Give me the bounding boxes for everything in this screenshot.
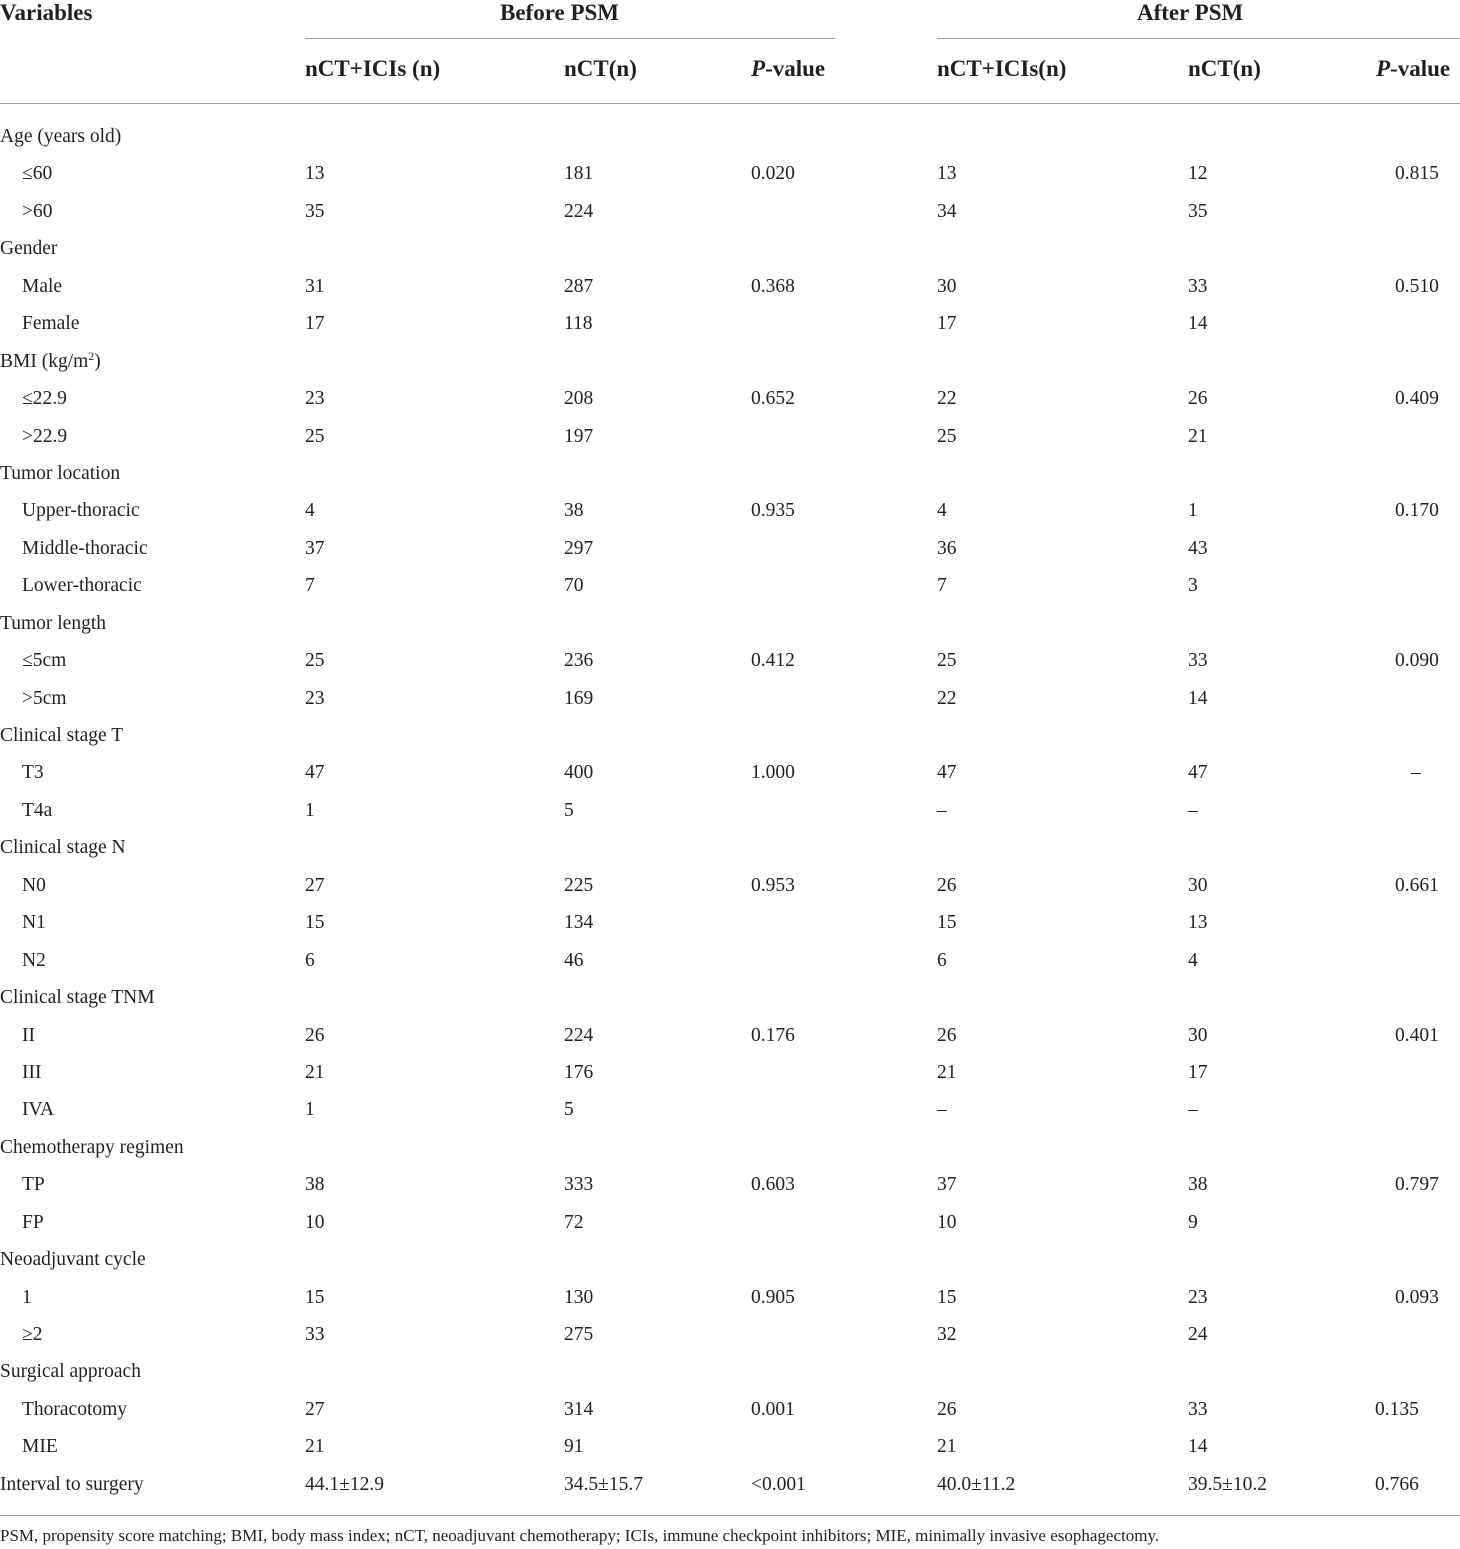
row-sublabel xyxy=(22,1428,58,1465)
before-nct-cell: 208 xyxy=(564,388,594,410)
after-p-value-cell: – xyxy=(1411,762,1421,784)
after-combo-cell: 26 xyxy=(937,1024,957,1046)
after-nct-cell: 24 xyxy=(1188,1324,1208,1345)
before-nct-cell: 181 xyxy=(564,163,594,185)
after-combo-cell: 22 xyxy=(937,687,957,709)
row-sublabel xyxy=(22,1316,42,1353)
before-p-value-cell: 0.176 xyxy=(751,1024,795,1046)
before-combo-cell: 27 xyxy=(305,1398,325,1420)
before-nct-cell: 275 xyxy=(564,1324,594,1345)
row-label-text: MIE xyxy=(22,1436,58,1458)
after-nct-cell: 33 xyxy=(1188,650,1208,672)
row-sublabel xyxy=(22,268,62,305)
row-label-text: Clinical stage T xyxy=(0,725,124,746)
row-sublabel xyxy=(22,193,53,230)
table-row xyxy=(0,305,1460,342)
before-nct-cell: 236 xyxy=(564,650,594,672)
after-nct-cell: 43 xyxy=(1188,537,1208,559)
before-combo-cell: 1 xyxy=(305,799,315,821)
row-sublabel xyxy=(22,754,44,791)
table-row xyxy=(0,1353,1460,1390)
before-combo-cell: 35 xyxy=(305,200,325,222)
before-nct-cell: 34.5±15.7 xyxy=(564,1473,643,1495)
before-combo-cell: 23 xyxy=(305,687,325,709)
before-nct-cell: 287 xyxy=(564,275,594,297)
row-label-text: N2 xyxy=(22,949,46,971)
after-nct-cell: 26 xyxy=(1188,388,1208,410)
after-combo-cell: 17 xyxy=(937,313,957,335)
after-combo-cell: 32 xyxy=(937,1324,957,1345)
before-combo-cell: 6 xyxy=(305,949,315,971)
row-label-text: BMI (kg/m xyxy=(0,350,89,372)
row-label-text: Chemotherapy regimen xyxy=(0,1136,184,1158)
row-label-text: N0 xyxy=(22,874,46,896)
before-nct-cell: 5 xyxy=(564,799,574,821)
before-p-value-cell: 0.652 xyxy=(751,388,795,410)
row-sublabel xyxy=(22,867,46,904)
before-nct-cell: 5 xyxy=(564,1099,574,1121)
before-nct-cell: 70 xyxy=(564,575,584,597)
after-nct-cell: 9 xyxy=(1188,1211,1198,1233)
before-combo-cell: 31 xyxy=(305,275,325,297)
before-p-value-cell: 1.000 xyxy=(751,762,795,784)
before-nct-cell: 46 xyxy=(564,949,584,971)
before-nct-cell: 134 xyxy=(564,912,594,934)
table-row xyxy=(0,829,1460,866)
after-combo-cell: 47 xyxy=(937,762,957,784)
table-row xyxy=(0,1316,1460,1353)
before-combo-cell: 15 xyxy=(305,912,325,934)
after-combo-column-header: nCT+ICIs(n) xyxy=(937,56,1067,81)
row-label-text: >5cm xyxy=(22,687,67,709)
after-nct-cell: 1 xyxy=(1188,500,1198,522)
after-nct-cell: 35 xyxy=(1188,200,1208,222)
after-combo-cell: 30 xyxy=(937,275,957,297)
table-row xyxy=(0,155,1460,192)
row-label-tail: ) xyxy=(94,350,101,372)
after-nct-cell: – xyxy=(1188,799,1198,821)
before-combo-cell: 10 xyxy=(305,1211,325,1233)
row-category-label xyxy=(0,1129,184,1166)
row-category-label xyxy=(0,605,106,642)
footnote: PSM, propensity score matching; BMI, body mass index; nCT, neoadjuvant chemotherapy; ICIs, immune checkpoint inhibitors; MIE, minimally invasive esophagectomy. xyxy=(0,1526,1160,1545)
after-combo-cell: 37 xyxy=(937,1174,957,1196)
row-label-text: >60 xyxy=(22,200,53,222)
table-row xyxy=(0,492,1460,529)
after-combo-cell: 36 xyxy=(937,537,957,559)
after-nct-cell: 33 xyxy=(1188,275,1208,297)
table-row xyxy=(0,792,1460,829)
after-combo-cell: 26 xyxy=(937,1398,957,1420)
after-nct-cell: 4 xyxy=(1188,949,1198,971)
after-combo-cell: 40.0±11.2 xyxy=(937,1473,1016,1495)
row-category-label xyxy=(0,829,126,866)
p-italic: P xyxy=(751,56,766,81)
table-row xyxy=(0,418,1460,455)
table-row xyxy=(0,343,1460,380)
before-combo-cell: 37 xyxy=(305,537,325,559)
before-nct-cell: 224 xyxy=(564,200,594,222)
row-category-label xyxy=(0,455,120,492)
row-sublabel xyxy=(22,155,52,192)
table-row xyxy=(0,567,1460,604)
table-row xyxy=(0,1466,1460,1503)
table-row xyxy=(0,1166,1460,1203)
after-p-value-cell: 0.135 xyxy=(1375,1398,1419,1420)
before-combo-cell: 23 xyxy=(305,388,325,410)
table-row xyxy=(0,1428,1460,1465)
before-nct-cell: 72 xyxy=(564,1211,584,1233)
row-label-text: III xyxy=(22,1061,42,1083)
after-p-value-cell: 0.510 xyxy=(1395,275,1439,297)
after-nct-cell: 14 xyxy=(1188,313,1208,335)
table-row xyxy=(0,680,1460,717)
after-combo-cell: 15 xyxy=(937,912,957,934)
row-label-text: T3 xyxy=(22,762,44,784)
table-row xyxy=(0,904,1460,941)
header-rule xyxy=(0,103,1460,104)
row-category-label xyxy=(0,118,121,155)
row-category-label xyxy=(0,1466,144,1503)
before-p-value-cell: 0.935 xyxy=(751,500,795,522)
row-label-text: Middle-thoracic xyxy=(22,537,148,559)
p-rest: -value xyxy=(1390,56,1451,81)
after-psm-header: After PSM xyxy=(1137,0,1244,25)
table-row xyxy=(0,754,1460,791)
before-p-value-cell: 0.368 xyxy=(751,275,795,297)
table-row xyxy=(0,1017,1460,1054)
before-nct-cell: 297 xyxy=(564,537,594,559)
row-sublabel xyxy=(22,904,46,941)
row-sublabel xyxy=(22,1054,41,1091)
before-p-value-cell: 0.953 xyxy=(751,874,795,896)
before-nct-cell: 118 xyxy=(564,313,593,335)
after-nct-cell: 14 xyxy=(1188,1436,1208,1458)
after-combo-cell: 25 xyxy=(937,425,957,447)
p-italic: P xyxy=(1376,56,1391,81)
row-category-label xyxy=(0,1353,141,1390)
row-label-text: II xyxy=(22,1024,35,1046)
before-psm-rule xyxy=(305,38,835,39)
row-label-text: Tumor length xyxy=(0,612,107,634)
after-nct-cell: 13 xyxy=(1188,912,1208,934)
after-nct-cell: 38 xyxy=(1188,1174,1208,1196)
before-combo-cell: 44.1±12.9 xyxy=(305,1473,384,1495)
before-nct-cell: 225 xyxy=(564,874,594,896)
table-row xyxy=(0,1241,1460,1278)
before-combo-cell: 21 xyxy=(305,1061,325,1083)
row-label-text: ≥2 xyxy=(22,1324,43,1345)
after-p-value-cell: 0.815 xyxy=(1395,163,1439,185)
row-sublabel xyxy=(22,418,67,455)
after-combo-cell: 10 xyxy=(937,1211,957,1233)
row-label-text: Age (years old) xyxy=(0,126,122,147)
row-sublabel xyxy=(22,492,140,529)
row-sublabel xyxy=(22,380,67,417)
row-label-text: Clinical stage N xyxy=(0,837,126,859)
after-nct-cell: 30 xyxy=(1188,1024,1208,1046)
before-combo-cell: 47 xyxy=(305,762,325,784)
row-label-text: ≤5cm xyxy=(22,650,67,672)
after-p-value-column-header xyxy=(1376,56,1450,82)
after-nct-cell: 33 xyxy=(1188,1398,1208,1420)
row-sublabel xyxy=(22,1166,45,1203)
after-combo-cell: 15 xyxy=(937,1286,957,1308)
row-label-text: FP xyxy=(22,1211,44,1233)
row-label-text: TP xyxy=(22,1174,45,1196)
before-combo-cell: 21 xyxy=(305,1436,325,1458)
table-row xyxy=(0,1204,1460,1241)
before-combo-cell: 33 xyxy=(305,1324,325,1345)
table-row xyxy=(0,1129,1460,1166)
table-row xyxy=(0,1091,1460,1128)
before-combo-cell: 27 xyxy=(305,874,325,896)
row-label-superscript: 2 xyxy=(88,348,95,363)
after-psm-rule xyxy=(937,38,1460,39)
before-nct-cell: 130 xyxy=(564,1286,594,1308)
row-sublabel xyxy=(22,1204,44,1241)
row-sublabel xyxy=(22,792,52,829)
table-row xyxy=(0,530,1460,567)
row-sublabel xyxy=(22,942,46,979)
after-p-value-cell: 0.170 xyxy=(1395,500,1439,522)
row-label-text: N1 xyxy=(22,912,46,934)
row-label-text: T4a xyxy=(22,799,53,821)
variables-header: Variables xyxy=(0,0,93,25)
after-nct-cell: 17 xyxy=(1188,1061,1208,1083)
before-nct-cell: 169 xyxy=(564,687,594,709)
table-row xyxy=(0,193,1460,230)
table-row xyxy=(0,1279,1460,1316)
row-label-text: Male xyxy=(22,275,63,297)
before-combo-cell: 1 xyxy=(305,1099,315,1121)
after-combo-cell: 7 xyxy=(937,575,947,597)
table-row xyxy=(0,1391,1460,1428)
row-category-label xyxy=(0,343,101,380)
before-p-value-column-header xyxy=(751,56,825,82)
after-nct-cell: 12 xyxy=(1188,163,1208,185)
footer-rule xyxy=(0,1515,1460,1516)
after-nct-cell: 30 xyxy=(1188,874,1208,896)
table-row xyxy=(0,118,1460,155)
row-label-text: Thoracotomy xyxy=(22,1398,128,1420)
row-sublabel xyxy=(22,567,142,604)
row-label-text: >22.9 xyxy=(22,425,68,447)
before-nct-cell: 197 xyxy=(564,425,594,447)
row-sublabel xyxy=(22,1391,127,1428)
after-nct-cell: 47 xyxy=(1188,762,1208,784)
before-nct-cell: 38 xyxy=(564,500,584,522)
row-label-text: Tumor location xyxy=(0,462,121,484)
row-sublabel xyxy=(22,1017,35,1054)
row-label-text: Lower-thoracic xyxy=(22,575,142,597)
before-combo-cell: 15 xyxy=(305,1286,325,1308)
after-combo-cell: – xyxy=(937,1099,947,1121)
before-p-value-cell: 0.001 xyxy=(751,1398,795,1420)
after-nct-cell: 14 xyxy=(1188,687,1208,709)
row-label-text: Surgical approach xyxy=(0,1361,141,1383)
before-combo-cell: 25 xyxy=(305,650,325,672)
after-nct-cell: – xyxy=(1188,1099,1198,1121)
before-combo-cell: 13 xyxy=(305,163,325,185)
after-nct-cell: 3 xyxy=(1188,575,1198,597)
row-category-label xyxy=(0,1241,146,1278)
before-p-value-cell: 0.020 xyxy=(751,163,795,185)
after-p-value-cell: 0.090 xyxy=(1395,650,1439,672)
table-row xyxy=(0,979,1460,1016)
before-p-value-cell: 0.603 xyxy=(751,1174,795,1196)
after-p-value-cell: 0.093 xyxy=(1395,1286,1439,1308)
row-label-text: 1 xyxy=(22,1286,32,1308)
after-nct-cell: 21 xyxy=(1188,425,1208,447)
before-combo-cell: 25 xyxy=(305,425,325,447)
after-combo-cell: 21 xyxy=(937,1436,957,1458)
after-combo-cell: 21 xyxy=(937,1061,957,1083)
after-p-value-cell: 0.409 xyxy=(1395,388,1439,410)
before-p-value-cell: <0.001 xyxy=(751,1473,806,1495)
row-sublabel xyxy=(22,680,67,717)
table-row xyxy=(0,717,1460,754)
table-body xyxy=(0,118,1460,1503)
table-row xyxy=(0,268,1460,305)
after-combo-cell: 34 xyxy=(937,200,957,222)
before-nct-cell: 314 xyxy=(564,1398,594,1420)
table-row xyxy=(0,642,1460,679)
before-combo-cell: 17 xyxy=(305,313,325,335)
after-combo-cell: 13 xyxy=(937,163,957,185)
before-nct-cell: 400 xyxy=(564,762,594,784)
before-psm-header: Before PSM xyxy=(500,0,620,25)
row-label-text: ≤22.9 xyxy=(22,388,67,410)
after-p-value-cell: 0.401 xyxy=(1395,1024,1439,1046)
table-row xyxy=(0,1054,1460,1091)
row-label-text: Clinical stage TNM xyxy=(0,987,155,1009)
after-combo-cell: 4 xyxy=(937,500,947,522)
table-row xyxy=(0,942,1460,979)
after-combo-cell: 25 xyxy=(937,650,957,672)
table-row xyxy=(0,455,1460,492)
before-combo-cell: 38 xyxy=(305,1174,325,1196)
after-p-value-cell: 0.766 xyxy=(1375,1473,1419,1495)
row-category-label xyxy=(0,979,155,1016)
row-category-label xyxy=(0,717,123,754)
row-sublabel xyxy=(22,530,148,567)
after-nct-cell: 39.5±10.2 xyxy=(1188,1473,1267,1495)
before-combo-cell: 7 xyxy=(305,575,315,597)
table-row xyxy=(0,605,1460,642)
row-label-text: ≤60 xyxy=(22,163,53,185)
before-combo-cell: 26 xyxy=(305,1024,325,1046)
after-p-value-cell: 0.797 xyxy=(1395,1174,1439,1196)
row-sublabel xyxy=(22,642,66,679)
after-p-value-cell: 0.661 xyxy=(1395,874,1439,896)
table-row xyxy=(0,867,1460,904)
before-nct-cell: 91 xyxy=(564,1436,584,1458)
row-sublabel xyxy=(22,1091,54,1128)
row-label-text: Interval to surgery xyxy=(0,1473,144,1495)
p-rest: -value xyxy=(765,56,826,81)
row-label-text: Upper-thoracic xyxy=(22,500,140,522)
after-nct-cell: 23 xyxy=(1188,1286,1208,1308)
after-nct-column-header: nCT(n) xyxy=(1188,56,1261,81)
before-combo-cell: 4 xyxy=(305,500,315,522)
after-combo-cell: 22 xyxy=(937,388,957,410)
row-label-text: IVA xyxy=(22,1099,55,1121)
row-category-label xyxy=(0,230,57,267)
row-label-text: Neoadjuvant cycle xyxy=(0,1249,146,1271)
row-label-text: Gender xyxy=(0,238,58,260)
table-row xyxy=(0,380,1460,417)
before-combo-column-header: nCT+ICIs (n) xyxy=(305,56,441,81)
after-combo-cell: 26 xyxy=(937,874,957,896)
after-combo-cell: – xyxy=(937,799,947,821)
after-combo-cell: 6 xyxy=(937,949,947,971)
before-p-value-cell: 0.905 xyxy=(751,1286,795,1308)
table-row xyxy=(0,230,1460,267)
before-nct-cell: 224 xyxy=(564,1024,594,1046)
row-label-text: Female xyxy=(22,313,80,335)
row-sublabel xyxy=(22,305,79,342)
before-p-value-cell: 0.412 xyxy=(751,650,795,672)
before-nct-column-header: nCT(n) xyxy=(564,56,637,81)
before-nct-cell: 176 xyxy=(564,1061,594,1083)
row-sublabel xyxy=(22,1279,32,1316)
before-nct-cell: 333 xyxy=(564,1174,594,1196)
